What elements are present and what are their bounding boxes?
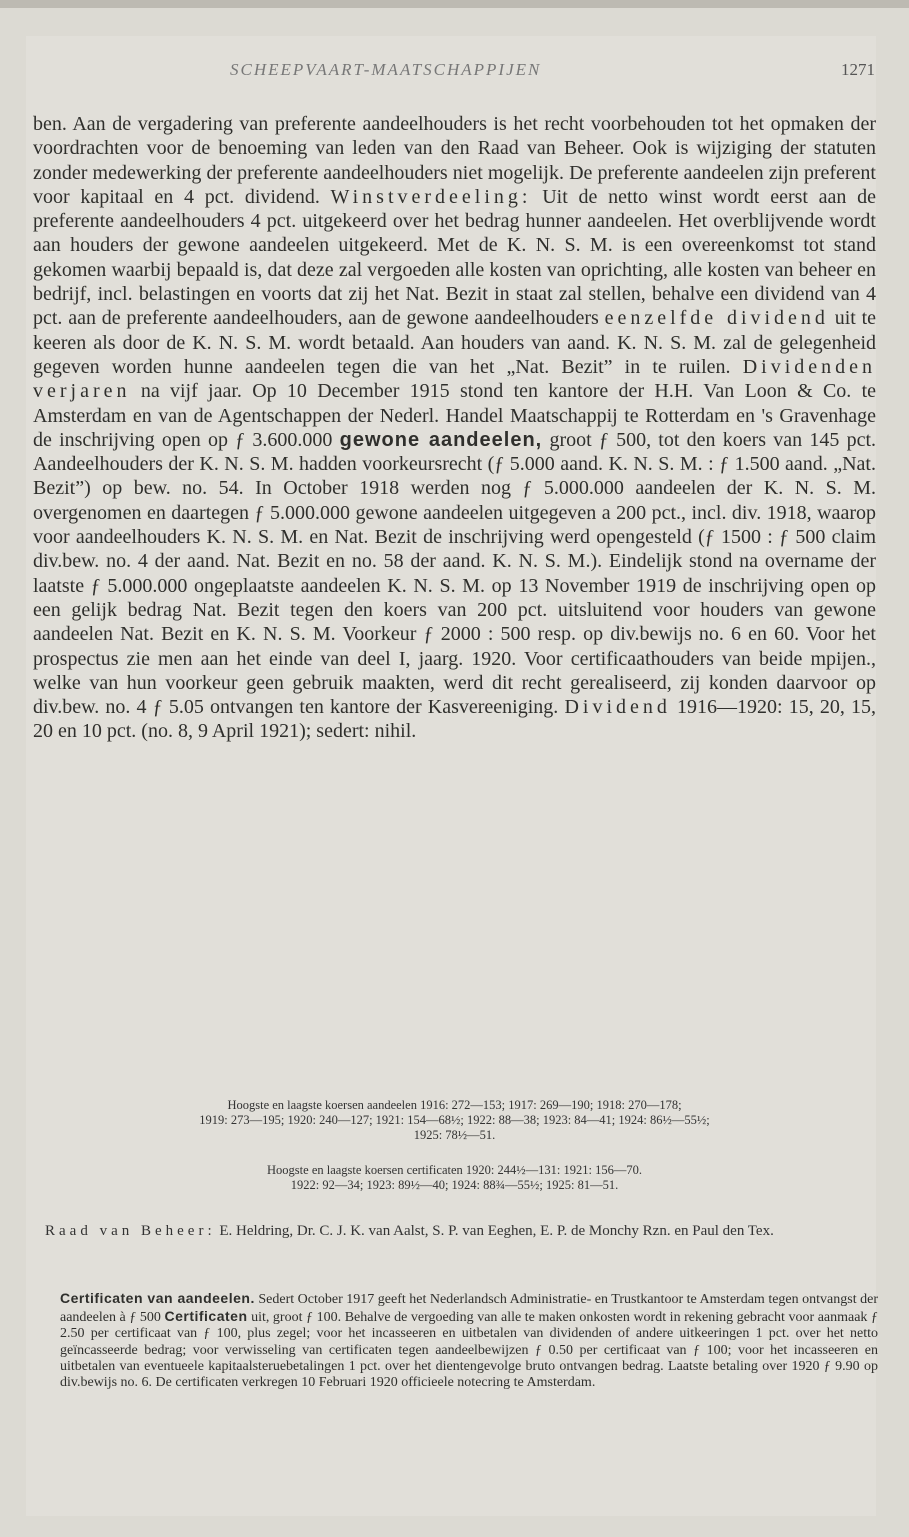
text-segment: Sedert October 1917 geeft het Nederlandsch Administratie- en Trustkantoor te Amsterdam tegen ontvangst der aandeelen à ƒ 500: [60, 1292, 879, 1326]
text-segment: uit te keeren als door de K. N. S. M. wordt betaald. Aan houders van aand. K. N. S. M. zal de gelegenheid gegeven worden hunne aandeelen tegen die van het „Nat. Bezit” in te ruilen.: [33, 307, 877, 378]
page-header: [230, 60, 875, 84]
certificates-heading: Certificaten van aandeelen.: [60, 1290, 255, 1306]
board-of-directors: [45, 1222, 875, 1240]
eenzelfde-dividend-emphasis: eenzelfde dividend: [604, 307, 829, 330]
text-segment: 1916—1920: 15, 20, 15, 20 en 10 pct. (no. 8, 9 April 1921); sedert: nihil.: [33, 696, 876, 743]
text-segment: na vijf jaar. Op 10 December 1915 stond ten kantore der H.H. Van Loon & Co. te Amsterdam en van de Agentschappen der Nederl. Handel Maatschappij te Rotterdam en 's Gravenhage de inschrijving open op ƒ 3.600.000: [33, 380, 877, 451]
certificate-prices-line: Hoogste en laagste koersen certificaten 1920: 244½—131: 1921: 156—70.: [267, 1163, 642, 1177]
share-prices-line: 1919: 273—195; 1920: 240—127; 1921: 154—68½; 1922: 88—38; 1923: 84—41; 1924: 86½—55½;: [199, 1113, 710, 1127]
certificate-prices-line: 1922: 92—34; 1923: 89½—40; 1924: 88¾—55½; 1925: 81—51.: [290, 1178, 619, 1192]
dividend-heading: Dividend: [564, 696, 671, 719]
text-segment: groot ƒ 500, tot den koers van 145 pct. Aandeelhouders der K. N. S. M. hadden voorkeursrecht (ƒ 5.000 aand. K. N. S. M. : ƒ 1.500 aand. „Nat. Bezit”) op bew. no. 54. In October 1918 werden nog ƒ 5.000.000 aandeelen der K. N. S. M. overgenomen en daartegen ƒ 5.000.000 gewone aandeelen uitgegeven a 200 pct., incl. div. 1918, waarop voor aandeelhouders K. N. S. M. en Nat. Bezit de inschrijving werd opengesteld (ƒ 1500 : ƒ 500 claim div.bew. no. 4 der aand. Nat. Bezit en no. 58 der aand. K. N. S. M.). Eindelijk stond na overname der laatste ƒ 5.000.000 ongeplaatste aandeelen K. N. S. M. op 13 November 1919 de inschrijving open op een gelijk bedrag Nat. Bezit tegen den koers van 200 pct. uitsluitend voor houders van gewone aandeelen Nat. Bezit en K. N. S. M. Voorkeur ƒ 2000 : 500 resp. op div.bewijs no. 6 en 60. Voor het prospectus zie men aan het einde van deel I, jaarg. 1920. Voor certificaathouders van beide mpijen., welke van hun voorkeur geen gebruik maakten, werd dit recht gerealiseerd, zij konden daarvoor op div.bew. no. 4 ƒ 5.05 ontvangen ten kantore der Kasvereeniging.: [33, 428, 877, 719]
text-segment: uit, groot ƒ 100. Behalve de vergoeding van alle te maken onkosten wordt in rekening gebracht voor aanmaak ƒ 2.50 per certificaat van ƒ 100, plus zegel; voor het incasseeren en uitbetalen van dividenden of andere uitkeeringen 1 pct. over het netto geïncasseerde bedrag; voor verwisseling van certificaten tegen aandeelbewijzen ƒ 0.50 per certificaat van ƒ 100; voor het incasseeren en uitbetalen van eventueele kapitaalsteruebetalingen 1 pct. over het dientengevolge bruto ontvangen bedrag. Laatste betaling over 1920 ƒ 9.90 op div.bewijs no. 6. De certificaten verkregen 10 Februari 1920 officieele notecring te Amsterdam.: [60, 1310, 879, 1391]
page-number: 1271: [841, 60, 875, 79]
running-title: SCHEEPVAART-MAATSCHAPPIJEN: [230, 60, 542, 79]
main-paragraph: [33, 112, 876, 744]
share-prices-line: 1925: 78½—51.: [413, 1128, 496, 1142]
winstverdeeling-heading: Winstverdeeling:: [330, 185, 532, 208]
board-members: E. Heldring, Dr. C. J. K. van Aalst, S. P. van Eeghen, E. P. de Monchy Rzn. en Paul den Tex.: [219, 1223, 774, 1239]
share-prices-line: Hoogste en laagste koersen aandeelen 1916: 272—153; 1917: 269—190; 1918: 270—178;: [227, 1098, 682, 1112]
certificaten-emphasis: Certificaten: [164, 1308, 248, 1325]
page-edge: [0, 0, 909, 8]
certificate-prices-block: [33, 1163, 876, 1193]
text-segment: Uit de netto winst wordt eerst aan de preferente aandeelhouders 4 pct. uitgekeerd over het bedrag hunner aandeelen. Het overblijvende wordt aan houders der gewone aandeelen uitgekeerd. Met de K. N. S. M. is een overeenkomst tot stand gekomen waarbij bepaald is, dat deze zal vergoeden alle kosten van oprichting, alle kosten van beheer en bedrijf, incl. belastingen en voorts dat zij het Nat. Bezit in staat zal stellen, behalve een dividend van 4 pct. aan de preferente aandeelhouders, aan de gewone aandeelhouders: [33, 185, 877, 330]
certificates-section: [60, 1290, 878, 1391]
text-segment: ben. Aan de vergadering van preferente aandeelhouders is het recht voorbehouden tot het opmaken der voordrachten voor de benoeming van leden van den Raad van Beheer. Ook is wijziging der statuten zonder medewerking der preferente aandeelhouders niet mogelijk. De preferente aandeelen zijn preferent voor kapitaal en 4 pct. dividend.: [33, 113, 876, 208]
dividenden-verjaren-emphasis: Dividenden verjaren: [33, 355, 877, 403]
board-label: Raad van Beheer:: [45, 1223, 216, 1239]
gewone-aandeelen-emphasis: gewone aandeelen,: [339, 428, 543, 451]
share-prices-block: [33, 1098, 876, 1143]
